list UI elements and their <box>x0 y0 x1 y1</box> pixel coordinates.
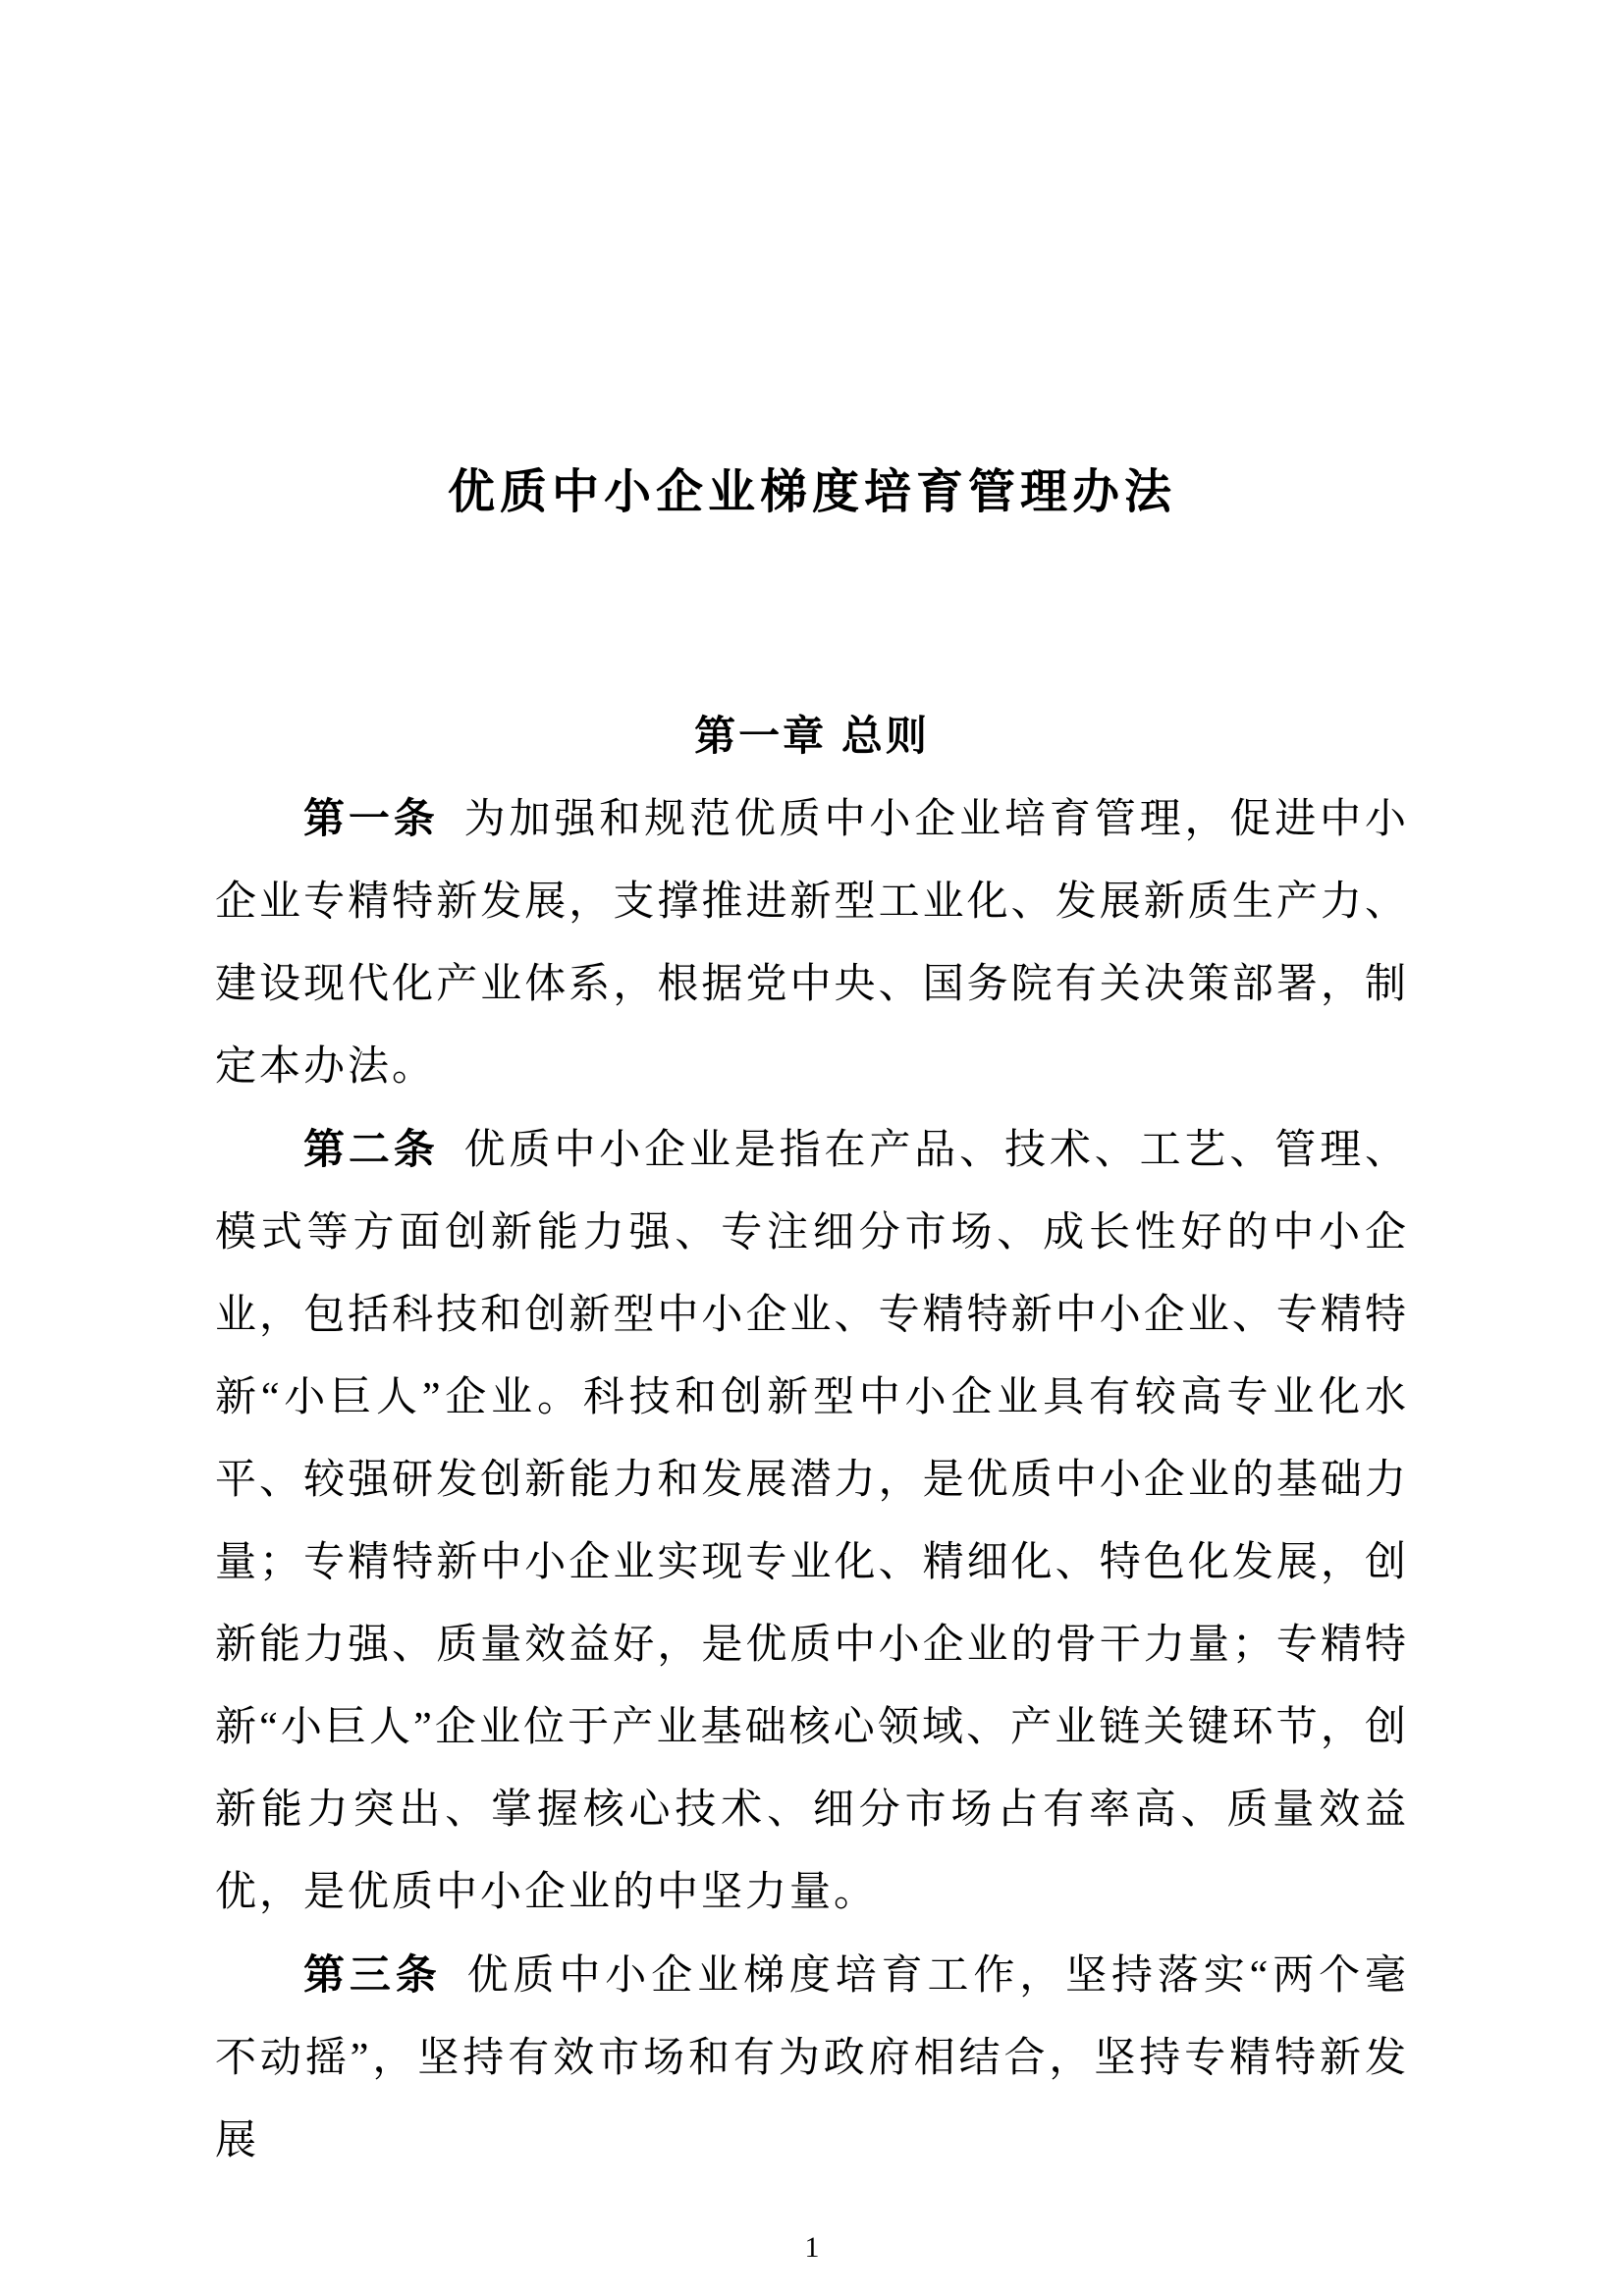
article-paragraph-2 <box>215 1108 1409 1934</box>
article-1-text: 为加强和规范优质中小企业培育管理，促进中小企业专精特新发展，支撑推进新型工业化、发展新质生产力、建设现代化产业体系，根据党中央、国务院有关决策部署，制定本办法。 <box>215 797 1409 1090</box>
chapter-heading: 第一章 总则 <box>694 713 930 759</box>
article-2-label: 第二条 <box>303 1126 439 1172</box>
document-body <box>215 777 1409 2182</box>
article-3-label: 第三条 <box>303 1951 442 1998</box>
document-title: 优质中小企业梯度培育管理办法 <box>447 466 1176 518</box>
article-1-label: 第一条 <box>303 795 439 841</box>
article-paragraph-3 <box>215 1934 1409 2182</box>
article-3-text: 优质中小企业梯度培育工作，坚持落实“两个毫不动摇”，坚持有效市场和有为政府相结合，坚持专精特新发展 <box>215 1953 1409 2163</box>
article-2-text: 优质中小企业是指在产品、技术、工艺、管理、模式等方面创新能力强、专注细分市场、成长性好的中小企业，包括科技和创新型中小企业、专精特新中小企业、专精特新“小巨人”企业。科技和创新型中小企业具有较高专业化水平、较强研发创新能力和发展潜力，是优质中小企业的基础力量；专精特新中小企业实现专业化、精细化、特色化发展，创新能力强、质量效益好，是优质中小企业的骨干力量；专精特新“小巨人”企业位于产业基础核心领域、产业链关键环节，创新能力突出、掌握核心技术、细分市场占有率高、质量效益优，是优质中小企业的中坚力量。 <box>215 1128 1409 1915</box>
article-paragraph-1 <box>215 777 1409 1108</box>
page-number: 1 <box>804 2231 820 2264</box>
